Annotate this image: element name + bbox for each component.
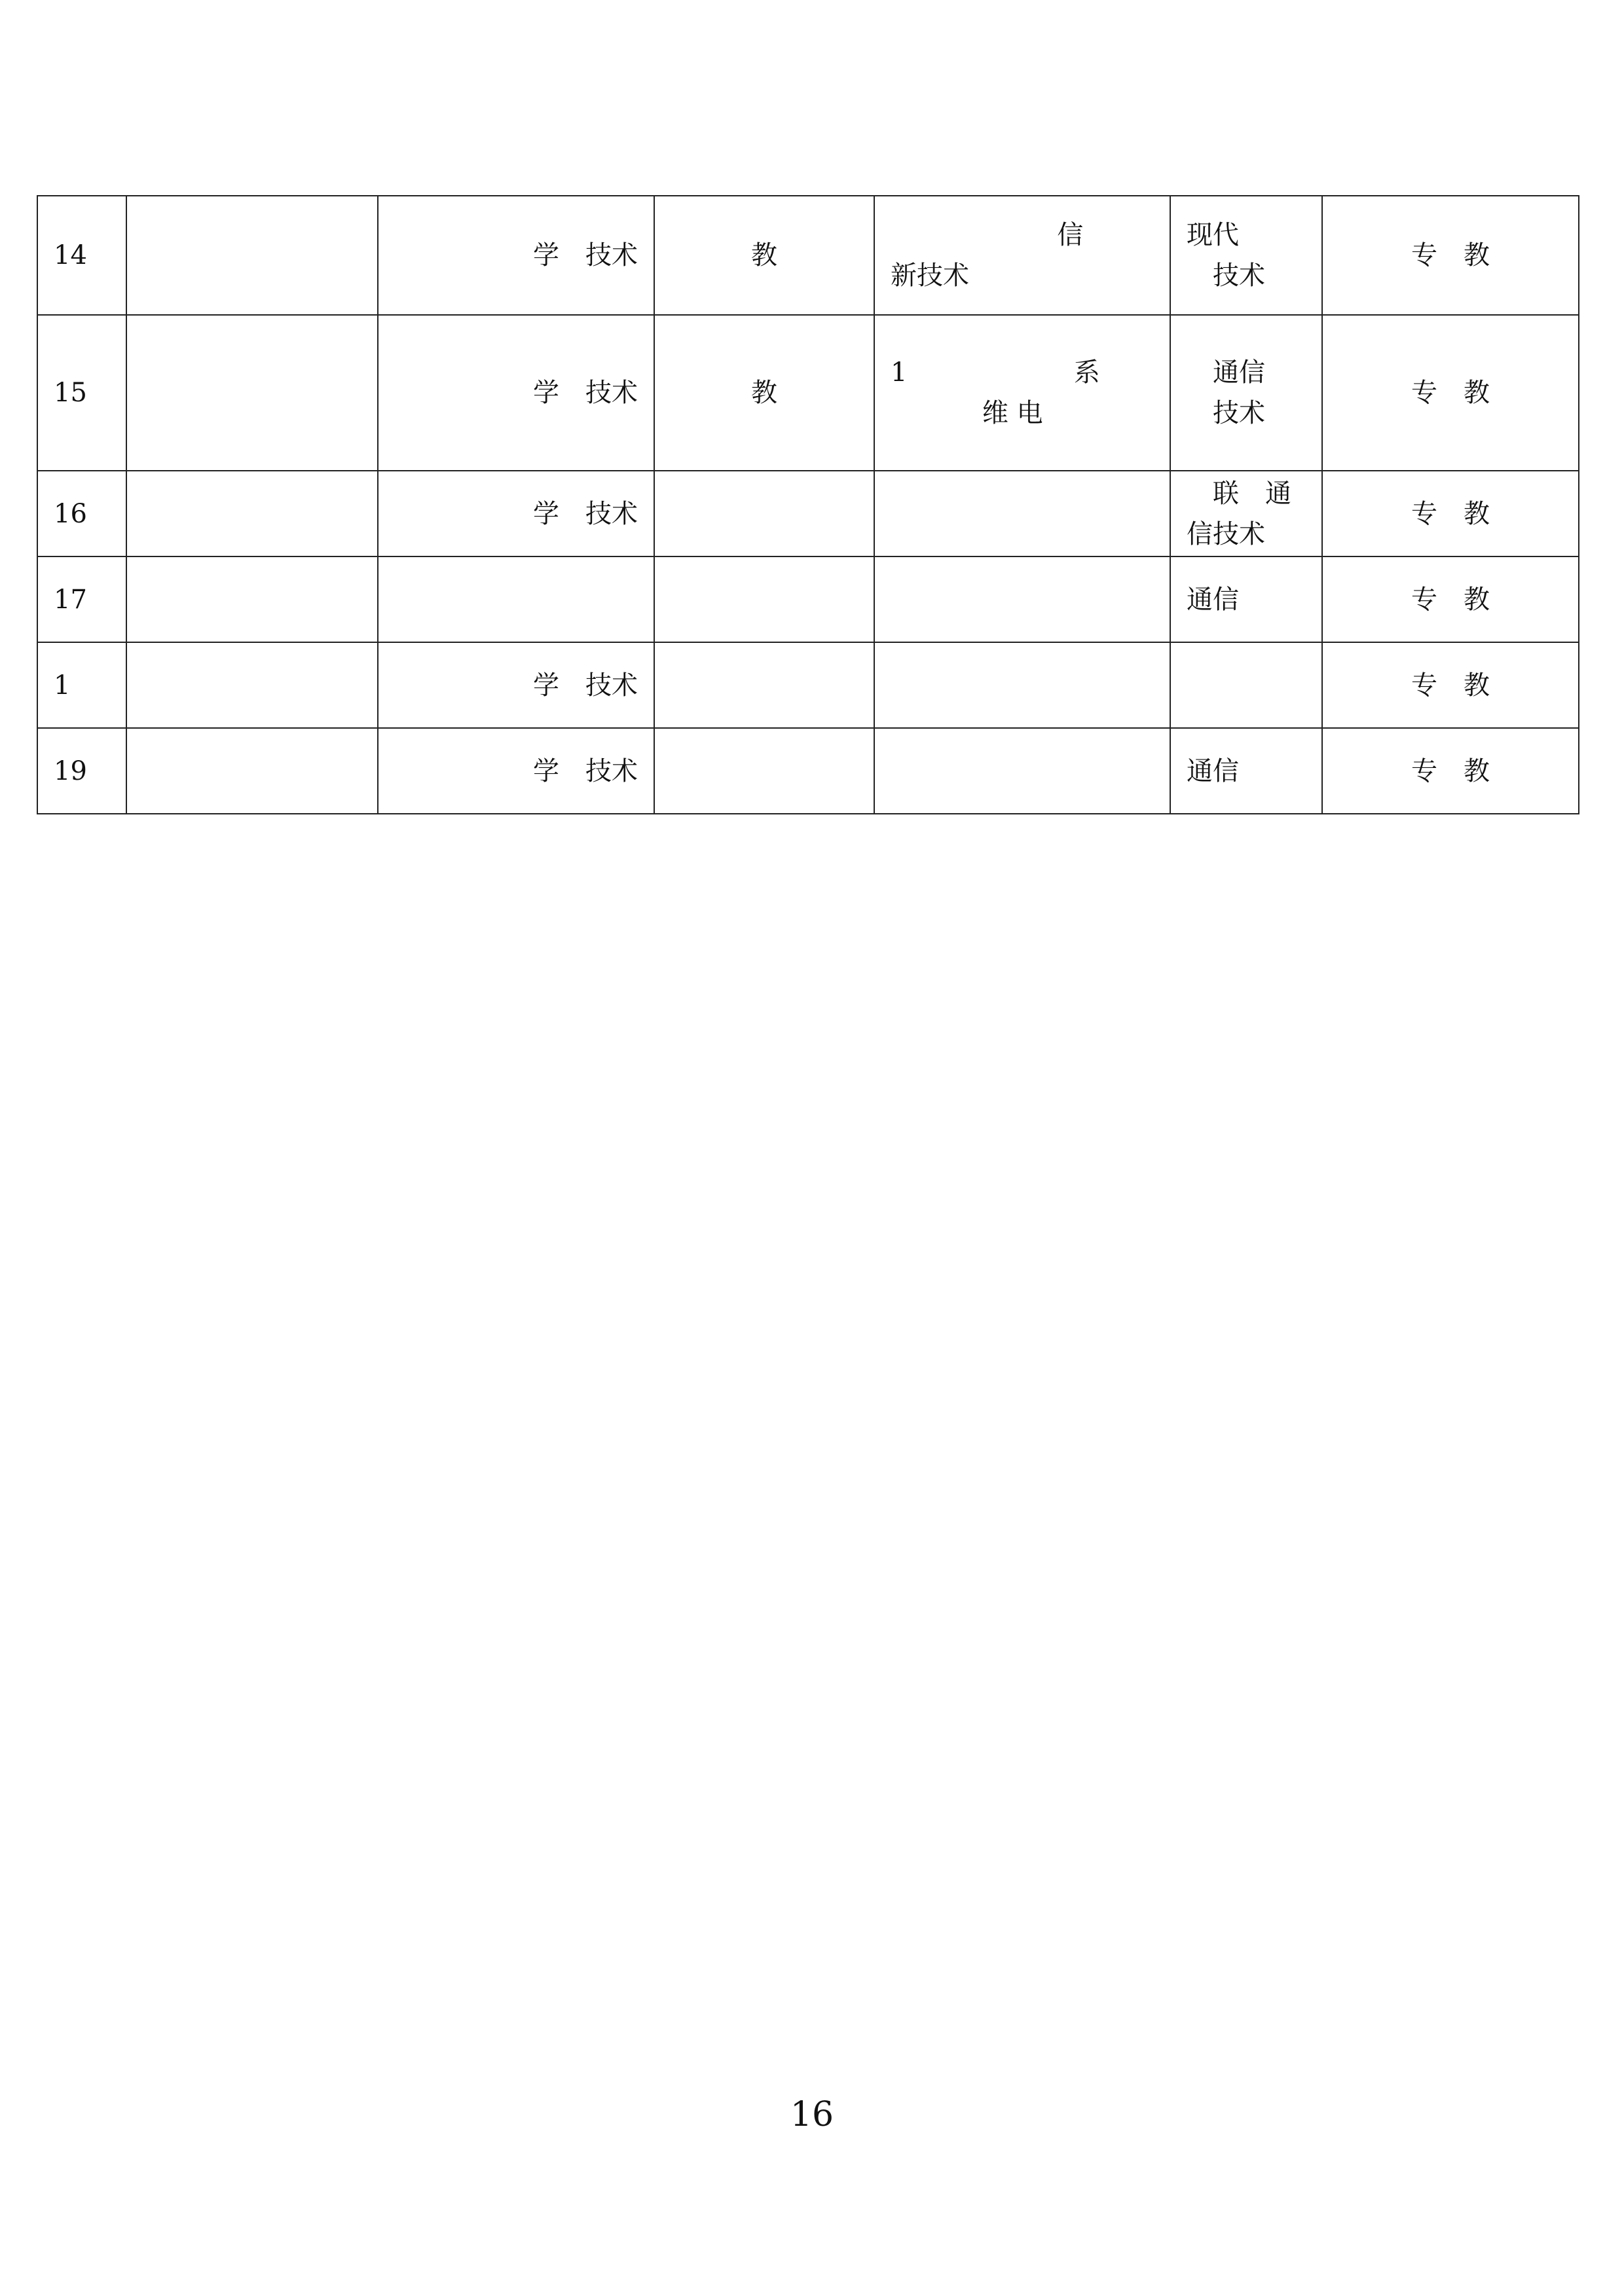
table-cell: 专 教 xyxy=(1322,642,1579,728)
table-cell xyxy=(126,315,378,471)
table-cell xyxy=(126,556,378,642)
table-cell xyxy=(874,315,1170,471)
cell-line: 技术 xyxy=(1187,398,1265,428)
row-number: 14 xyxy=(37,196,126,315)
row-number: 15 xyxy=(37,315,126,471)
table-cell: 专 教 xyxy=(1322,315,1579,471)
table-cell: 学 技术 xyxy=(378,315,654,471)
cell-line: 1 系 xyxy=(891,357,1100,388)
table-cell xyxy=(378,556,654,642)
table-cell xyxy=(874,471,1170,556)
table-cell xyxy=(874,642,1170,728)
table-cell xyxy=(654,728,874,814)
table-cell xyxy=(654,556,874,642)
table-cell: 专 教 xyxy=(1322,196,1579,315)
table-cell xyxy=(1170,315,1322,471)
row-number: 1 xyxy=(37,642,126,728)
table-row xyxy=(37,556,1579,642)
cell-line: 通信 xyxy=(1187,357,1265,388)
cell-line: 信 xyxy=(891,220,1084,250)
table-cell xyxy=(654,471,874,556)
table-cell xyxy=(1170,556,1322,642)
table-cell: 学 技术 xyxy=(378,642,654,728)
cell-line: 联 通 xyxy=(1187,478,1291,509)
row-number: 19 xyxy=(37,728,126,814)
table-cell xyxy=(1170,196,1322,315)
table-cell xyxy=(126,642,378,728)
cell-line: 新技术 xyxy=(891,261,969,291)
table-cell: 专 教 xyxy=(1322,728,1579,814)
table-cell xyxy=(126,471,378,556)
table-cell: 学 技术 xyxy=(378,471,654,556)
table-row xyxy=(37,728,1579,814)
table-cell: 教 xyxy=(654,196,874,315)
cell-line: 技术 xyxy=(1187,261,1265,291)
table-cell xyxy=(1170,728,1322,814)
table-row xyxy=(37,196,1579,315)
table-cell xyxy=(126,728,378,814)
table-cell: 学 技术 xyxy=(378,728,654,814)
cell-line: 信技术 xyxy=(1187,519,1265,549)
course-table xyxy=(37,195,1579,814)
row-number: 16 xyxy=(37,471,126,556)
cell-line: 维 电 xyxy=(891,398,1043,428)
table-cell xyxy=(654,642,874,728)
table-cell: 教 xyxy=(654,315,874,471)
table-row xyxy=(37,315,1579,471)
table-cell xyxy=(874,728,1170,814)
table-cell: 学 技术 xyxy=(378,196,654,315)
table-cell xyxy=(126,196,378,315)
table-row xyxy=(37,471,1579,556)
table-cell xyxy=(1170,471,1322,556)
row-number: 17 xyxy=(37,556,126,642)
cell-line: 现代 xyxy=(1187,220,1239,250)
table-cell xyxy=(874,196,1170,315)
table-cell xyxy=(874,556,1170,642)
table-cell xyxy=(1170,642,1322,728)
page-number: 16 xyxy=(790,2095,834,2134)
table-cell: 专 教 xyxy=(1322,556,1579,642)
cell-line: 通信 xyxy=(1187,756,1239,786)
table-cell: 专 教 xyxy=(1322,471,1579,556)
table-row xyxy=(37,642,1579,728)
cell-line: 通信 xyxy=(1187,584,1239,615)
